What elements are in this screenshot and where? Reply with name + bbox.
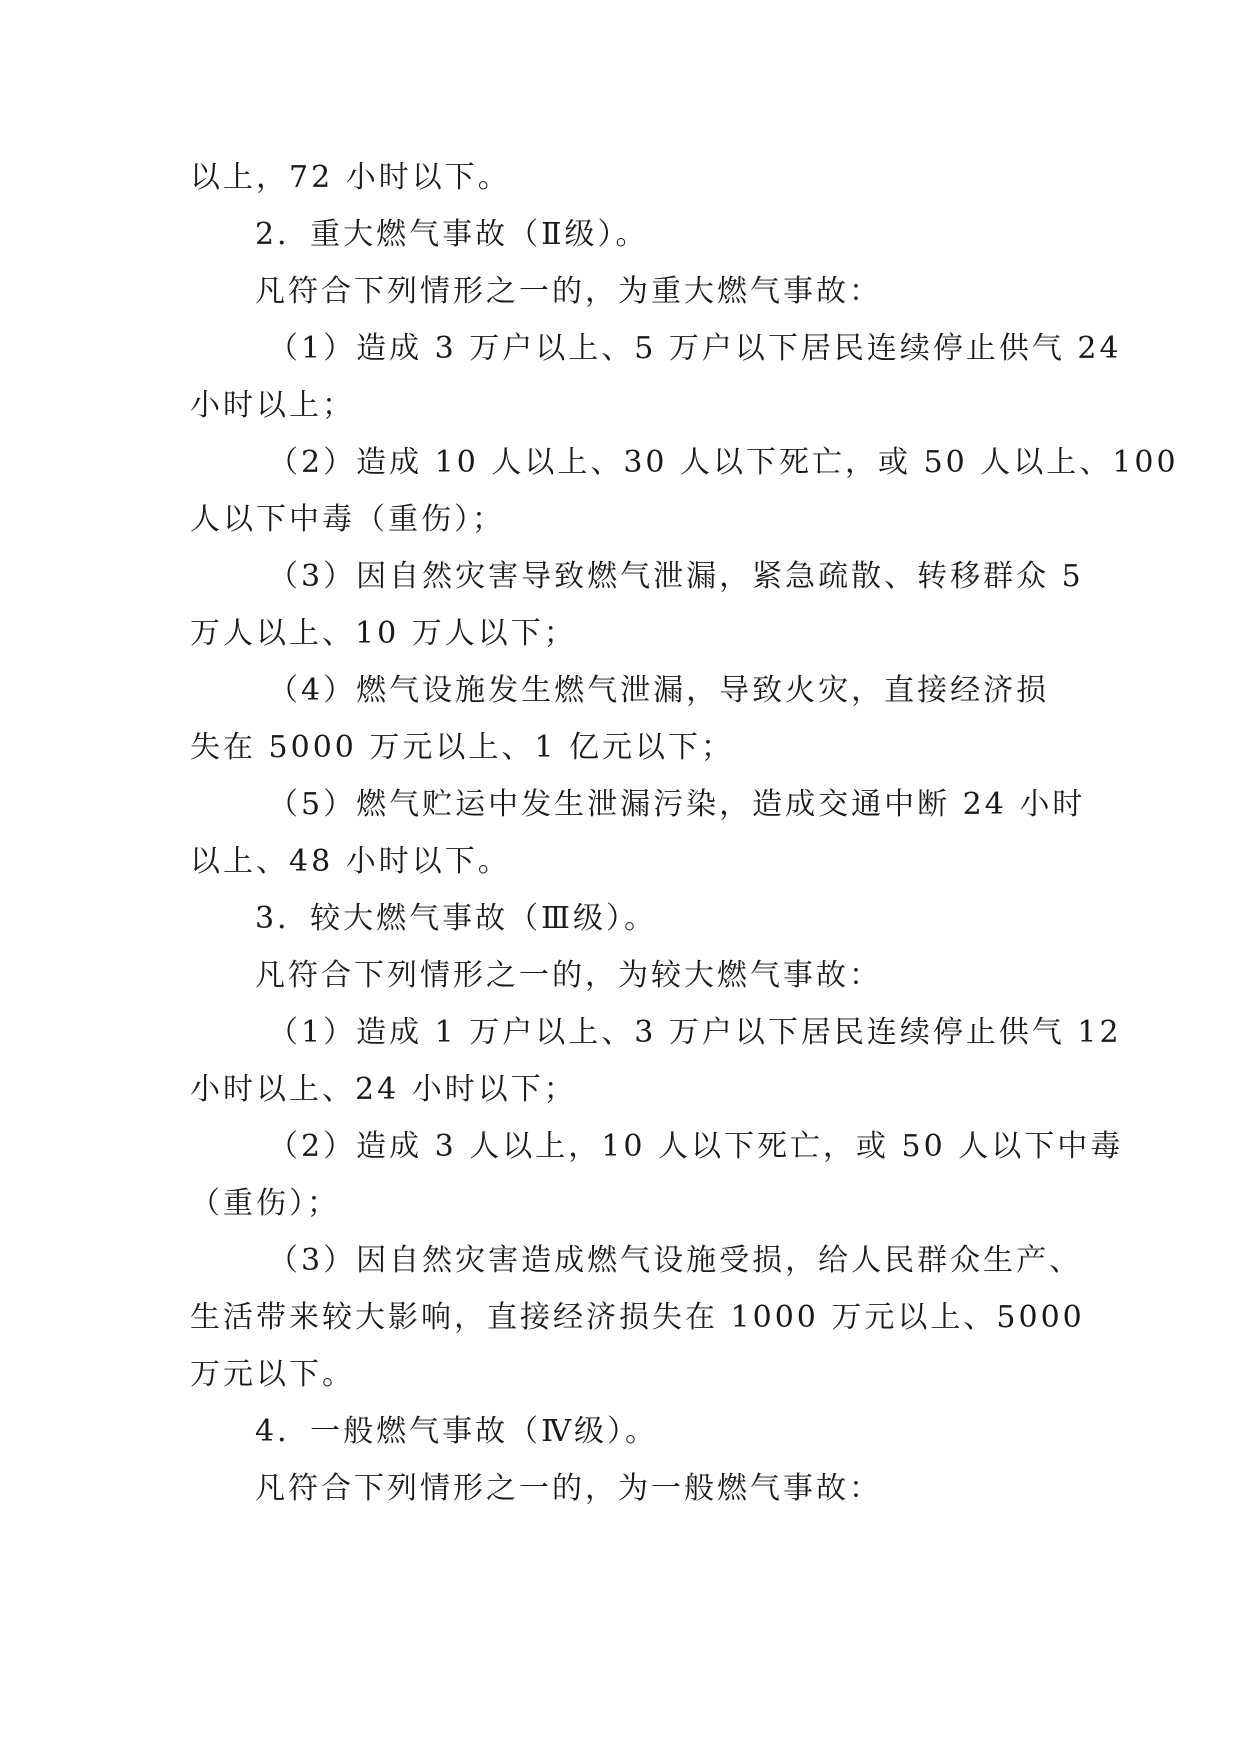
list-item: （5）燃气贮运中发生泄漏污染，造成交通中断 24 小时	[268, 787, 1086, 822]
section-heading: 2．重大燃气事故（Ⅱ级）。	[255, 217, 649, 252]
list-item: （2）造成 10 人以上、30 人以下死亡，或 50 人以上、100	[268, 445, 1179, 480]
text-line: 小时以上、24 小时以下；	[190, 1072, 577, 1107]
text-line: 以上、48 小时以下。	[190, 844, 511, 879]
text-line: 小时以上；	[190, 388, 355, 423]
text-line: 万人以上、10 万人以下；	[190, 616, 577, 651]
section-heading: 4．一般燃气事故（Ⅳ级）。	[255, 1414, 659, 1449]
text-line: 万元以下。	[190, 1357, 355, 1392]
list-item: （3）因自然灾害造成燃气设施受损，给人民群众生产、	[268, 1243, 1083, 1278]
list-item: （1）造成 3 万户以上、5 万户以下居民连续停止供气 24	[268, 331, 1122, 366]
list-item: （3）因自然灾害导致燃气泄漏，紧急疏散、转移群众 5	[268, 559, 1084, 594]
text-line: 人以下中毒（重伤）；	[190, 502, 505, 537]
text-line: 凡符合下列情形之一的，为重大燃气事故：	[255, 274, 882, 309]
text-line: 失在 5000 万元以上、1 亿元以下；	[190, 730, 735, 765]
text-line: 以上，72 小时以下。	[190, 160, 511, 195]
text-line: 凡符合下列情形之一的，为较大燃气事故：	[255, 958, 882, 993]
section-heading: 3．较大燃气事故（Ⅲ级）。	[255, 901, 658, 936]
list-item: （4）燃气设施发生燃气泄漏，导致火灾，直接经济损	[268, 673, 1050, 708]
text-line: 生活带来较大影响，直接经济损失在 1000 万元以上、5000	[190, 1300, 1085, 1335]
text-line: 凡符合下列情形之一的，为一般燃气事故：	[255, 1471, 882, 1506]
list-item: （1）造成 1 万户以上、3 万户以下居民连续停止供气 12	[268, 1015, 1122, 1050]
text-line: （重伤）；	[190, 1186, 340, 1221]
list-item: （2）造成 3 人以上，10 人以下死亡，或 50 人以下中毒	[268, 1129, 1124, 1164]
